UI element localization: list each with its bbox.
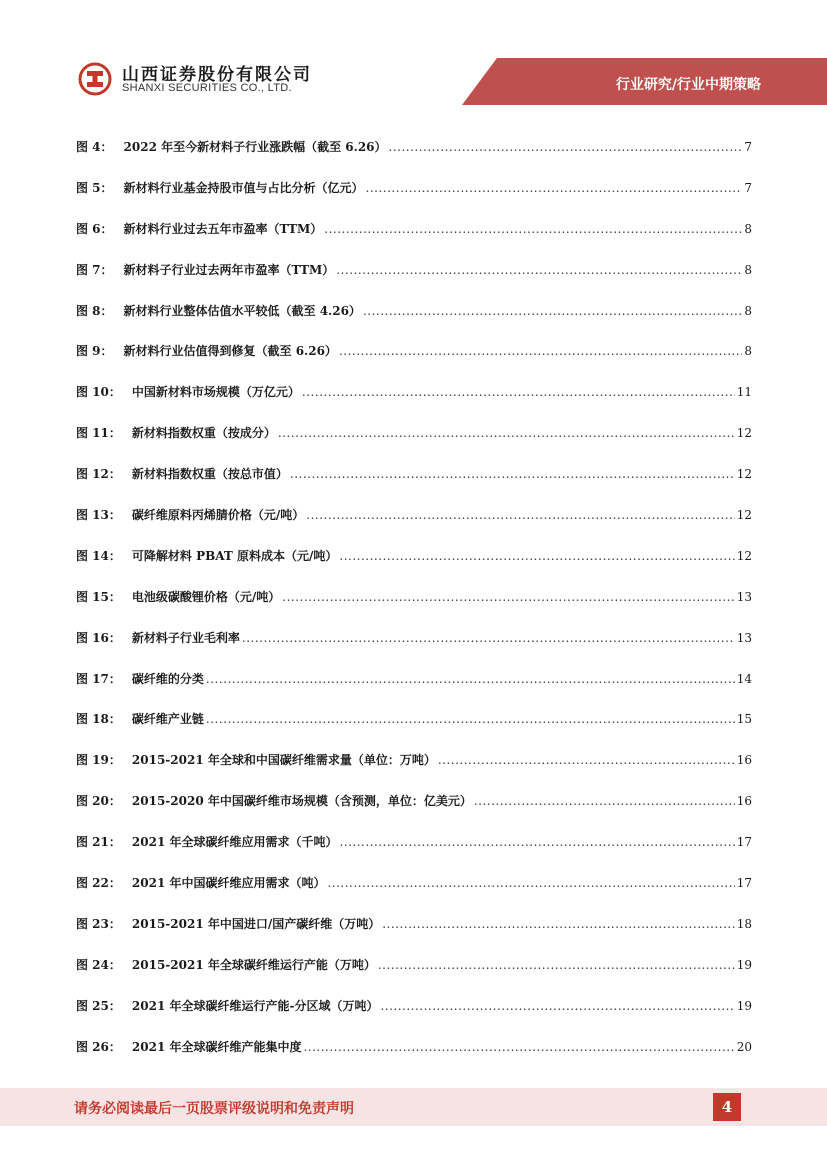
toc-entry-page: 8 [744,262,752,277]
toc-entry-title: 2021 年全球碳纤维应用需求（千吨） [131,835,338,850]
toc-entry-label: 图 5： [76,180,113,195]
disclaimer-notice: 请务必阅读最后一页股票评级说明和免责声明 [74,1101,354,1117]
toc-entry-title: 碳纤维原料丙烯腈价格（元/吨） [131,508,305,523]
page-footer [0,1088,827,1126]
toc-dot-leader [206,712,735,726]
toc-dot-leader [282,590,734,604]
toc-dot-leader [474,794,735,808]
toc-entry-page: 16 [736,753,752,768]
toc-entry[interactable] [76,138,752,179]
toc-dot-leader [290,467,735,481]
toc-entry-label: 图 11： [76,426,121,441]
toc-entry[interactable] [76,424,752,465]
toc-entry-label: 图 21： [76,835,121,850]
toc-entry-title: 电池级碳酸锂价格（元/吨） [131,589,281,604]
toc-entry-label: 图 16： [76,630,121,645]
toc-dot-leader [438,753,735,767]
toc-entry-page: 12 [736,508,752,523]
toc-entry-page: 16 [736,794,752,809]
toc-entry-page: 7 [744,180,752,195]
toc-entry-label: 图 4： [76,140,113,154]
toc-dot-leader [389,140,743,154]
toc-entry-label: 图 13： [76,508,121,523]
toc-entry[interactable] [76,792,752,833]
toc-entry-label: 图 12： [76,467,121,482]
toc-entry-label: 图 18： [76,712,121,727]
toc-entry-page: 12 [736,548,752,563]
page-header [0,0,827,105]
toc-entry[interactable] [76,261,752,302]
toc-entry-label: 图 7： [76,262,113,277]
toc-dot-leader [303,1040,734,1054]
toc-entry-page: 17 [736,835,752,850]
toc-dot-leader [366,181,743,195]
toc-entry-page: 18 [736,916,752,931]
toc-entry-page: 12 [736,426,752,441]
toc-entry-title: 2022 年至今新材料子行业涨跌幅（截至 6.26） [123,140,387,154]
toc-entry-page: 19 [736,957,752,972]
toc-entry-title: 新材料指数权重（按成分） [131,426,276,441]
toc-entry-page: 20 [736,1039,752,1054]
toc-entry[interactable] [76,915,752,956]
toc-entry[interactable] [76,588,752,629]
toc-dot-leader [206,672,735,686]
toc-dot-leader [380,999,734,1013]
toc-dot-leader [327,876,734,890]
toc-entry[interactable] [76,956,752,997]
toc-entry[interactable] [76,997,752,1038]
toc-entry[interactable] [76,383,752,424]
toc-entry[interactable] [76,751,752,792]
toc-dot-leader [378,958,735,972]
toc-dot-leader [302,385,735,399]
toc-entry[interactable] [76,506,752,547]
toc-entry[interactable] [76,547,752,588]
toc-dot-leader [382,917,734,931]
toc-entry-page: 8 [744,344,752,359]
figure-list [76,138,752,1078]
toc-entry-label: 图 6： [76,221,113,236]
toc-entry-title: 碳纤维的分类 [131,671,204,686]
toc-entry-label: 图 17： [76,671,121,686]
toc-entry[interactable] [76,670,752,711]
toc-entry-page: 13 [736,630,752,645]
toc-entry[interactable] [76,629,752,670]
toc-dot-leader [363,304,742,318]
toc-entry-page: 8 [744,303,752,318]
toc-entry-page: 19 [736,998,752,1013]
toc-entry-label: 图 25： [76,998,121,1013]
toc-entry[interactable] [76,465,752,506]
toc-entry[interactable] [76,302,752,343]
toc-entry-label: 图 10： [76,385,121,400]
page-number: 4 [713,1093,741,1121]
toc-entry-title: 2015-2021 年全球碳纤维运行产能（万吨） [131,957,376,972]
toc-entry[interactable] [76,342,752,383]
toc-entry-label: 图 15： [76,589,121,604]
toc-entry-label: 图 14： [76,548,121,563]
toc-entry-page: 13 [736,589,752,604]
toc-entry-label: 图 19： [76,753,121,768]
company-name-cn: 山西证券股份有限公司 [122,65,312,85]
toc-entry-title: 2021 年全球碳纤维产能集中度 [131,1039,302,1054]
toc-entry-label: 图 20： [76,794,121,809]
toc-entry-page: 12 [736,467,752,482]
toc-entry[interactable] [76,833,752,874]
company-name-en: SHANXI SECURITIES CO., LTD. [122,82,292,94]
toc-dot-leader [306,508,734,522]
toc-entry-title: 碳纤维产业链 [131,712,204,727]
toc-entry-label: 图 8： [76,303,113,318]
toc-entry-title: 中国新材料市场规模（万亿元） [131,385,300,400]
toc-entry-page: 7 [744,140,752,154]
toc-entry-title: 可降解材料 PBAT 原料成本（元/吨） [131,548,338,563]
toc-entry-label: 图 24： [76,957,121,972]
toc-entry-page: 15 [736,712,752,727]
toc-entry-title: 新材料子行业毛利率 [131,630,240,645]
toc-dot-leader [324,222,742,236]
toc-entry[interactable] [76,1038,752,1079]
toc-entry-title: 新材料子行业过去两年市盈率（TTM） [123,262,335,277]
toc-entry-page: 17 [736,876,752,891]
toc-entry-label: 图 23： [76,916,121,931]
toc-entry-page: 11 [736,385,752,400]
toc-entry-title: 新材料行业估值得到修复（截至 6.26） [123,344,337,359]
toc-entry-title: 新材料行业基金持股市值与占比分析（亿元） [123,180,364,195]
toc-entry-title: 新材料指数权重（按总市值） [131,467,288,482]
toc-dot-leader [278,426,735,440]
toc-entry-label: 图 22： [76,876,121,891]
toc-entry-label: 图 9： [76,344,113,359]
toc-dot-leader [336,263,742,277]
toc-entry[interactable] [76,179,752,220]
toc-entry-title: 2015-2021 年全球和中国碳纤维需求量（单位：万吨） [131,753,436,768]
toc-entry-page: 8 [744,221,752,236]
toc-entry-page: 14 [736,671,752,686]
toc-entry-label: 图 26： [76,1039,121,1054]
company-logo-icon [78,62,112,96]
toc-dot-leader [339,344,742,358]
toc-entry-title: 2021 年中国碳纤维应用需求（吨） [131,876,326,891]
toc-entry-title: 新材料行业整体估值水平较低（截至 4.26） [123,303,361,318]
toc-entry-title: 2021 年全球碳纤维运行产能-分区域（万吨） [131,998,379,1013]
toc-dot-leader [242,631,735,645]
toc-dot-leader [339,549,734,563]
toc-entry[interactable] [76,874,752,915]
toc-dot-leader [339,835,734,849]
section-title: 行业研究/行业中期策略 [615,77,761,93]
toc-entry[interactable] [76,710,752,751]
toc-entry-title: 新材料行业过去五年市盈率（TTM） [123,221,323,236]
toc-entry[interactable] [76,220,752,261]
toc-entry-title: 2015-2021 年中国进口/国产碳纤维（万吨） [131,916,381,931]
toc-entry-title: 2015-2020 年中国碳纤维市场规模（含预测，单位：亿美元） [131,794,472,809]
